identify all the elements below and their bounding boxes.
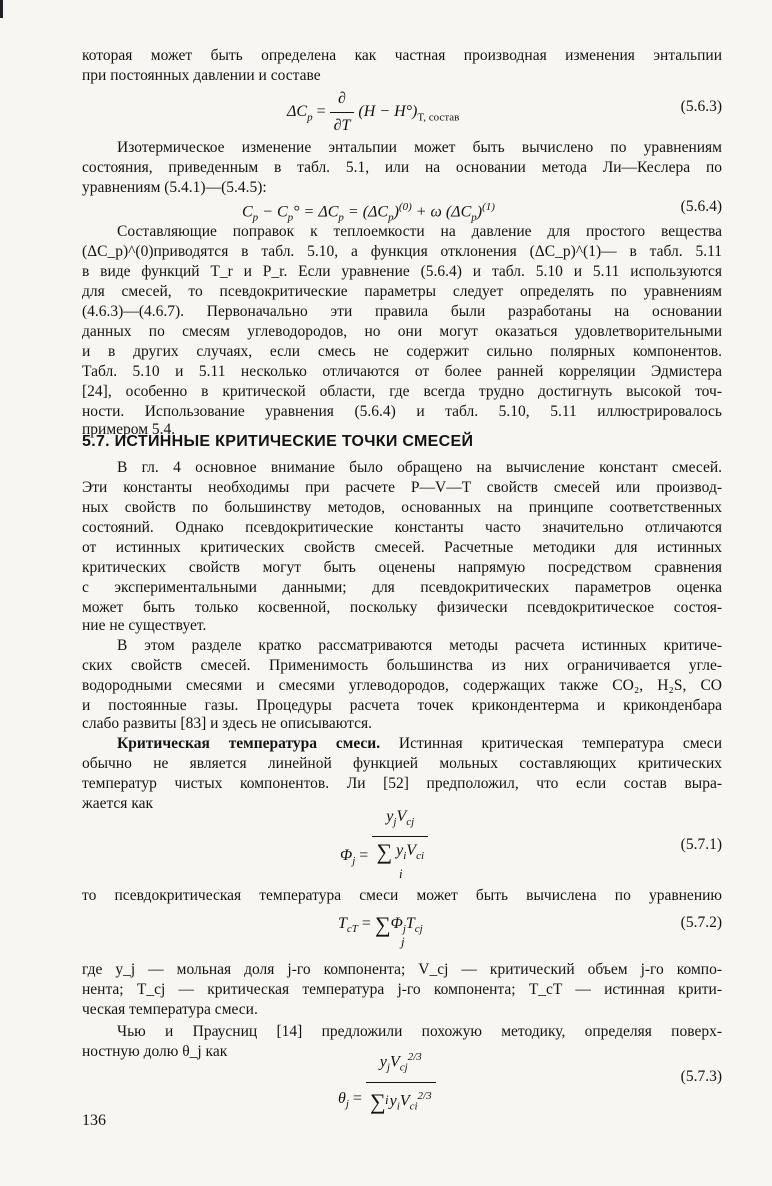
text-line: Изотермическое изменение энтальпии может быть вычислено по уравнениям [117, 139, 722, 156]
equation-5-7-2: $T_{cT} = \sum\Phi_jT_{cj}$ [338, 912, 423, 937]
text-line: уравнениям (5.4.1)—(5.4.5): [82, 179, 267, 196]
text-line: (4.6.3)—(4.6.7). Первоначально эти правила были разработаны на основании [82, 303, 722, 320]
text-line: состояний. Однако псевдокритические константы часто значительно отличаются [82, 519, 722, 536]
text-line: Составляющие поправок к теплоемкости на давление для простого вещества [117, 223, 722, 240]
equation-number: (5.6.4) [680, 198, 722, 215]
run-in-heading: Критическая температура смеси. [117, 735, 381, 752]
text-line: которая может быть определена как частная производная изменения энтальпии [82, 47, 722, 64]
scan-edge-mark [0, 0, 3, 18]
text-line: температур чистых компонентов. Ли [52] предположил, что если состав выра- [82, 775, 722, 792]
text-line: в виде функций T_r и P_r. Если уравнение (5.6.4) и табл. 5.10 и 5.11 используются [82, 263, 722, 280]
text-line: примером 5.4. [82, 421, 176, 438]
equation-5-6-4: $C_p - C_p^\circ = \Delta C_p = (\Delta C_p)^{(0)} + \omega$ $(\Delta C_p)^{(1)}$ [242, 201, 495, 224]
text-line: и постоянные газы. Процедуры расчета точек крикондентерма и криконденбара [82, 697, 722, 714]
equation-number: (5.7.3) [680, 1068, 722, 1085]
text-line: Чью и Праусниц [14] предложили похожую методику, определяя поверх- [117, 1023, 722, 1040]
equation-5-7-1: $\Phi_j$ = $\frac{y_jV_{cj}}{\sum y_iV_{ci}}$ [340, 812, 428, 873]
equation-5-7-3: $\theta_j$ = $\frac{y_jV_{cj}^{2/3}}{\sum y_iV_{ci}^{2/3}}$ [338, 1050, 436, 1121]
text-line: ных свойств по большинству методов, основанных на принципе соответственных [82, 499, 722, 516]
text-line: ности. Использование уравнения (5.6.4) и табл. 5.10, 5.11 иллюстрировалось [82, 403, 722, 420]
text-line: Табл. 5.10 и 5.11 несколько отличаются от более ранней корреляции Эдмистера [82, 363, 722, 380]
text-line: ческая температура смеси. [82, 1001, 258, 1018]
text-line: ностную долю θ_j как [82, 1043, 228, 1060]
page-number: 136 [82, 1112, 106, 1129]
text-line: [24], особенно в критической области, где всегда трудно достигнуть высокой точ- [82, 383, 722, 400]
section-heading: 5.7. ИСТИННЫЕ КРИТИЧЕСКИЕ ТОЧКИ СМЕСЕЙ [82, 433, 474, 450]
text-line: нента; T_cj — критическая температура j-го компонента; T_cT — истинная крити- [82, 981, 722, 998]
equation-5-6-3: $\Delta C_p$ = $\frac{\partial}{\partial T}$ $(H - H^\circ)_{T, состав}$ [287, 90, 460, 134]
text-line: В гл. 4 основное внимание было обращено на вычисление констант смесей. [117, 459, 722, 476]
text-line: от истинных критических свойств смесей. Расчетные методики для истинных [82, 539, 722, 556]
text-line: то псевдокритическая температура смеси может быть вычислена по уравнению [82, 887, 722, 904]
sum-index: i [385, 1092, 389, 1107]
text-line: состояния, приведенным в табл. 5.1, или на основании метода Ли—Кеслера по [82, 159, 722, 176]
equation-number: (5.7.2) [680, 914, 722, 931]
equation-number: (5.6.3) [680, 98, 722, 115]
sum-index: i [399, 866, 403, 881]
text-line: может быть только косвенной, поскольку физически псевдокритическое состоя- [82, 599, 722, 616]
text-line: ских свойств смесей. Применимость большинства из них ограничивается угле- [82, 657, 722, 674]
sum-index: j [401, 934, 405, 949]
text-line: ние не существует. [82, 617, 207, 634]
equation-number: (5.7.1) [680, 836, 722, 853]
text-line: и в других случаях, если смесь не содержит сильно полярных компонентов. [82, 343, 722, 360]
text-line: критических свойств могут быть оценены напрямую посредством сравнения [82, 559, 722, 576]
text-line: обычно не является линейной функцией мольных составляющих критических [82, 755, 722, 772]
text-line: для смесей, то псевдокритические параметры следует определять по уравнениям [82, 283, 722, 300]
text-line: при постоянных давлении и составе [82, 67, 321, 84]
text-line: данных по смесям углеводородов, но они могут оказаться удовлетворительными [82, 323, 722, 340]
text-line: В этом разделе кратко рассматриваются методы расчета истинных критиче- [117, 637, 722, 654]
text-line: Критическая температура смеси. Истинная критическая температура смеси [117, 735, 722, 752]
text-line: Эти константы необходимы при расчете P—V—T свойств смесей или производ- [82, 479, 722, 496]
text-line: слабо развиты [83] и здесь не описываются. [82, 715, 373, 732]
text-line: с экспериментальными данными; для псевдокритических параметров оценка [82, 579, 722, 596]
text-line: где y_j — мольная доля j-го компонента; V_cj — критический объем j-го компо- [82, 961, 722, 978]
text-line: жается как [82, 795, 154, 812]
text-line: водородными смесями и смесями углеводородов, содержащих также CO₂, H₂S, CO [82, 677, 722, 694]
text-line: (ΔC_p)^(0)приводятся в табл. 5.10, а функция отклонения (ΔC_p)^(1)— в табл. 5.11 [82, 243, 722, 260]
